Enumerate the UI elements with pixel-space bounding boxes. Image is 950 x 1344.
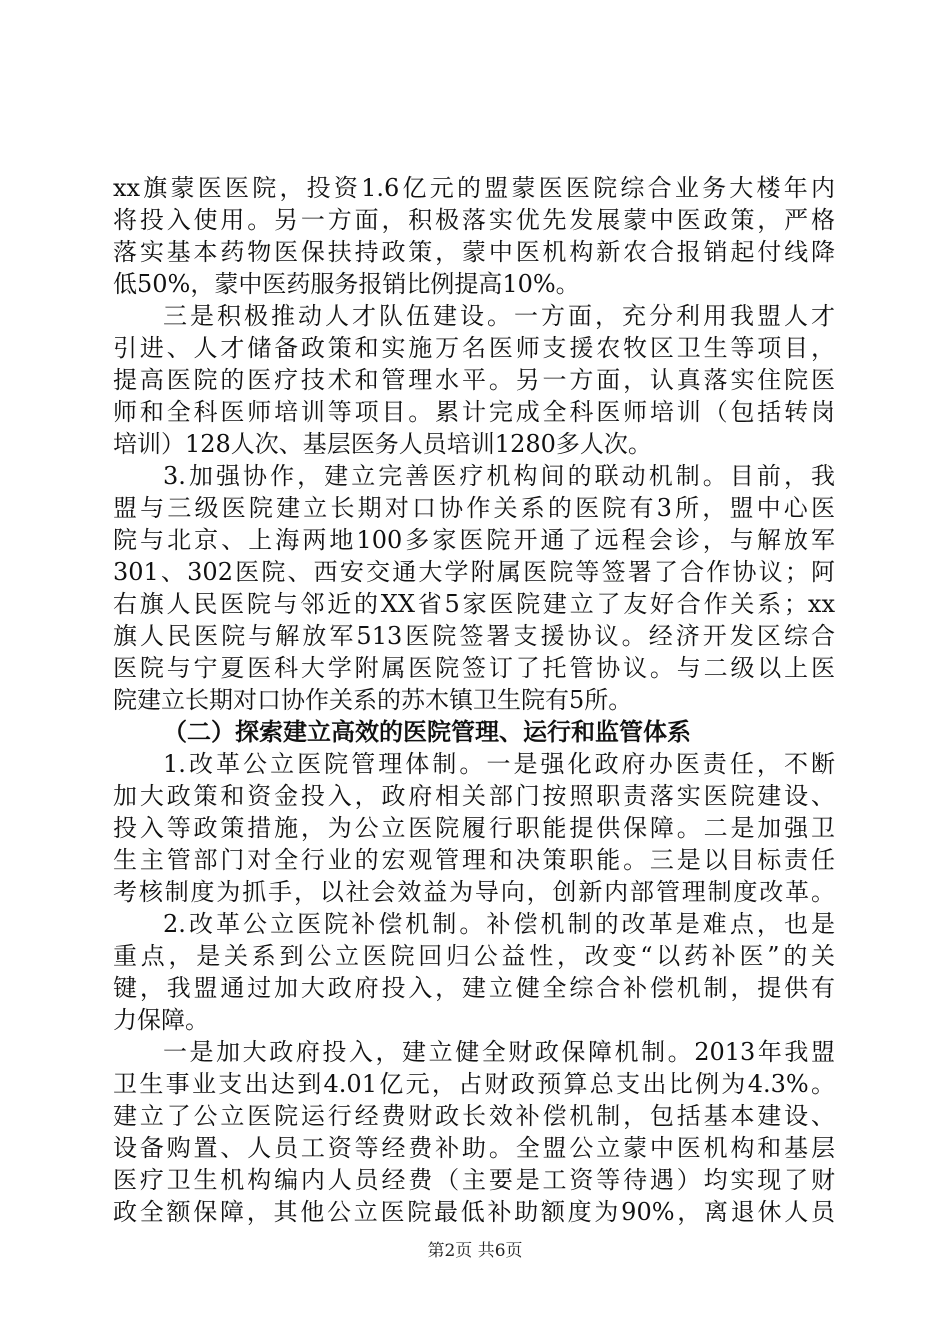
text-line: 生主管部门对全行业的宏观管理和决策职能。三是以目标责任 [113,846,835,874]
text-line: 培训）128人次、基层医务人员培训1280多人次。 [113,430,652,458]
text-line: 落实基本药物医保扶持政策，蒙中医机构新农合报销起付线降 [113,238,835,266]
text-line: 2.改革公立医院补偿机制。补偿机制的改革是难点，也是 [163,910,835,938]
text-line: 卫生事业支出达到4.01亿元，占财政预算总支出比例为4.3%。 [113,1070,835,1098]
text-line: 医疗卫生机构编内人员经费（主要是工资等待遇）均实现了财 [113,1166,835,1194]
text-line: 建立了公立医院运行经费财政长效补偿机制，包括基本建设、 [113,1102,835,1130]
text-line: 考核制度为抓手，以社会效益为导向，创新内部管理制度改革。 [113,878,835,906]
text-line: 右旗人民医院与邻近的XX省5家医院建立了友好合作关系；xx [113,590,835,618]
text-line: 将投入使用。另一方面，积极落实优先发展蒙中医政策，严格 [113,206,835,234]
page-footer: 第2页 共6页 [427,1241,523,1261]
text-line: 提高医院的医疗技术和管理水平。另一方面，认真落实住院医 [113,366,835,394]
text-line: 键，我盟通过加大政府投入，建立健全综合补偿机制，提供有 [113,974,835,1002]
body-text [113,172,835,1228]
text-line: 低50%，蒙中医药服务报销比例提高10%。 [113,270,580,298]
text-line: 旗人民医院与解放军513医院签署支援协议。经济开发区综合 [113,622,835,650]
text-line: 三是积极推动人才队伍建设。一方面，充分利用我盟人才 [163,302,835,330]
text-line: 盟与三级医院建立长期对口协作关系的医院有3所，盟中心医 [113,494,835,522]
text-line: 院建立长期对口协作关系的苏木镇卫生院有5所。 [113,686,633,714]
text-line: 投入等政策措施，为公立医院履行职能提供保障。二是加强卫 [113,814,835,842]
text-line: 1.改革公立医院管理体制。一是强化政府办医责任，不断 [163,750,835,778]
section-heading: （二）探索建立高效的医院管理、运行和监管体系 [163,718,691,746]
text-line: 引进、人才储备政策和实施万名医师支援农牧区卫生等项目， [113,334,835,362]
text-line: 一是加大政府投入，建立健全财政保障机制。2013年我盟 [163,1038,835,1066]
text-line: 力保障。 [113,1006,209,1034]
text-line: 政全额保障，其他公立医院最低补助额度为90%，离退休人员 [113,1198,835,1226]
text-line: 设备购置、人员工资等经费补助。全盟公立蒙中医机构和基层 [113,1134,835,1162]
text-line: 3.加强协作，建立完善医疗机构间的联动机制。目前，我 [163,462,835,490]
text-line: 医院与宁夏医科大学附属医院签订了托管协议。与二级以上医 [113,654,835,682]
text-line: 重点，是关系到公立医院回归公益性，改变“以药补医”的关 [113,942,835,970]
text-line: 师和全科医师培训等项目。累计完成全科医师培训（包括转岗 [113,398,835,426]
text-line: xx旗蒙医医院，投资1.6亿元的盟蒙医医院综合业务大楼年内 [113,174,835,202]
text-line: 301、302医院、西安交通大学附属医院等签署了合作协议；阿 [113,558,835,586]
text-line: 加大政策和资金投入，政府相关部门按照职责落实医院建设、 [113,782,835,810]
text-line: 院与北京、上海两地100多家医院开通了远程会诊，与解放军 [113,526,835,554]
